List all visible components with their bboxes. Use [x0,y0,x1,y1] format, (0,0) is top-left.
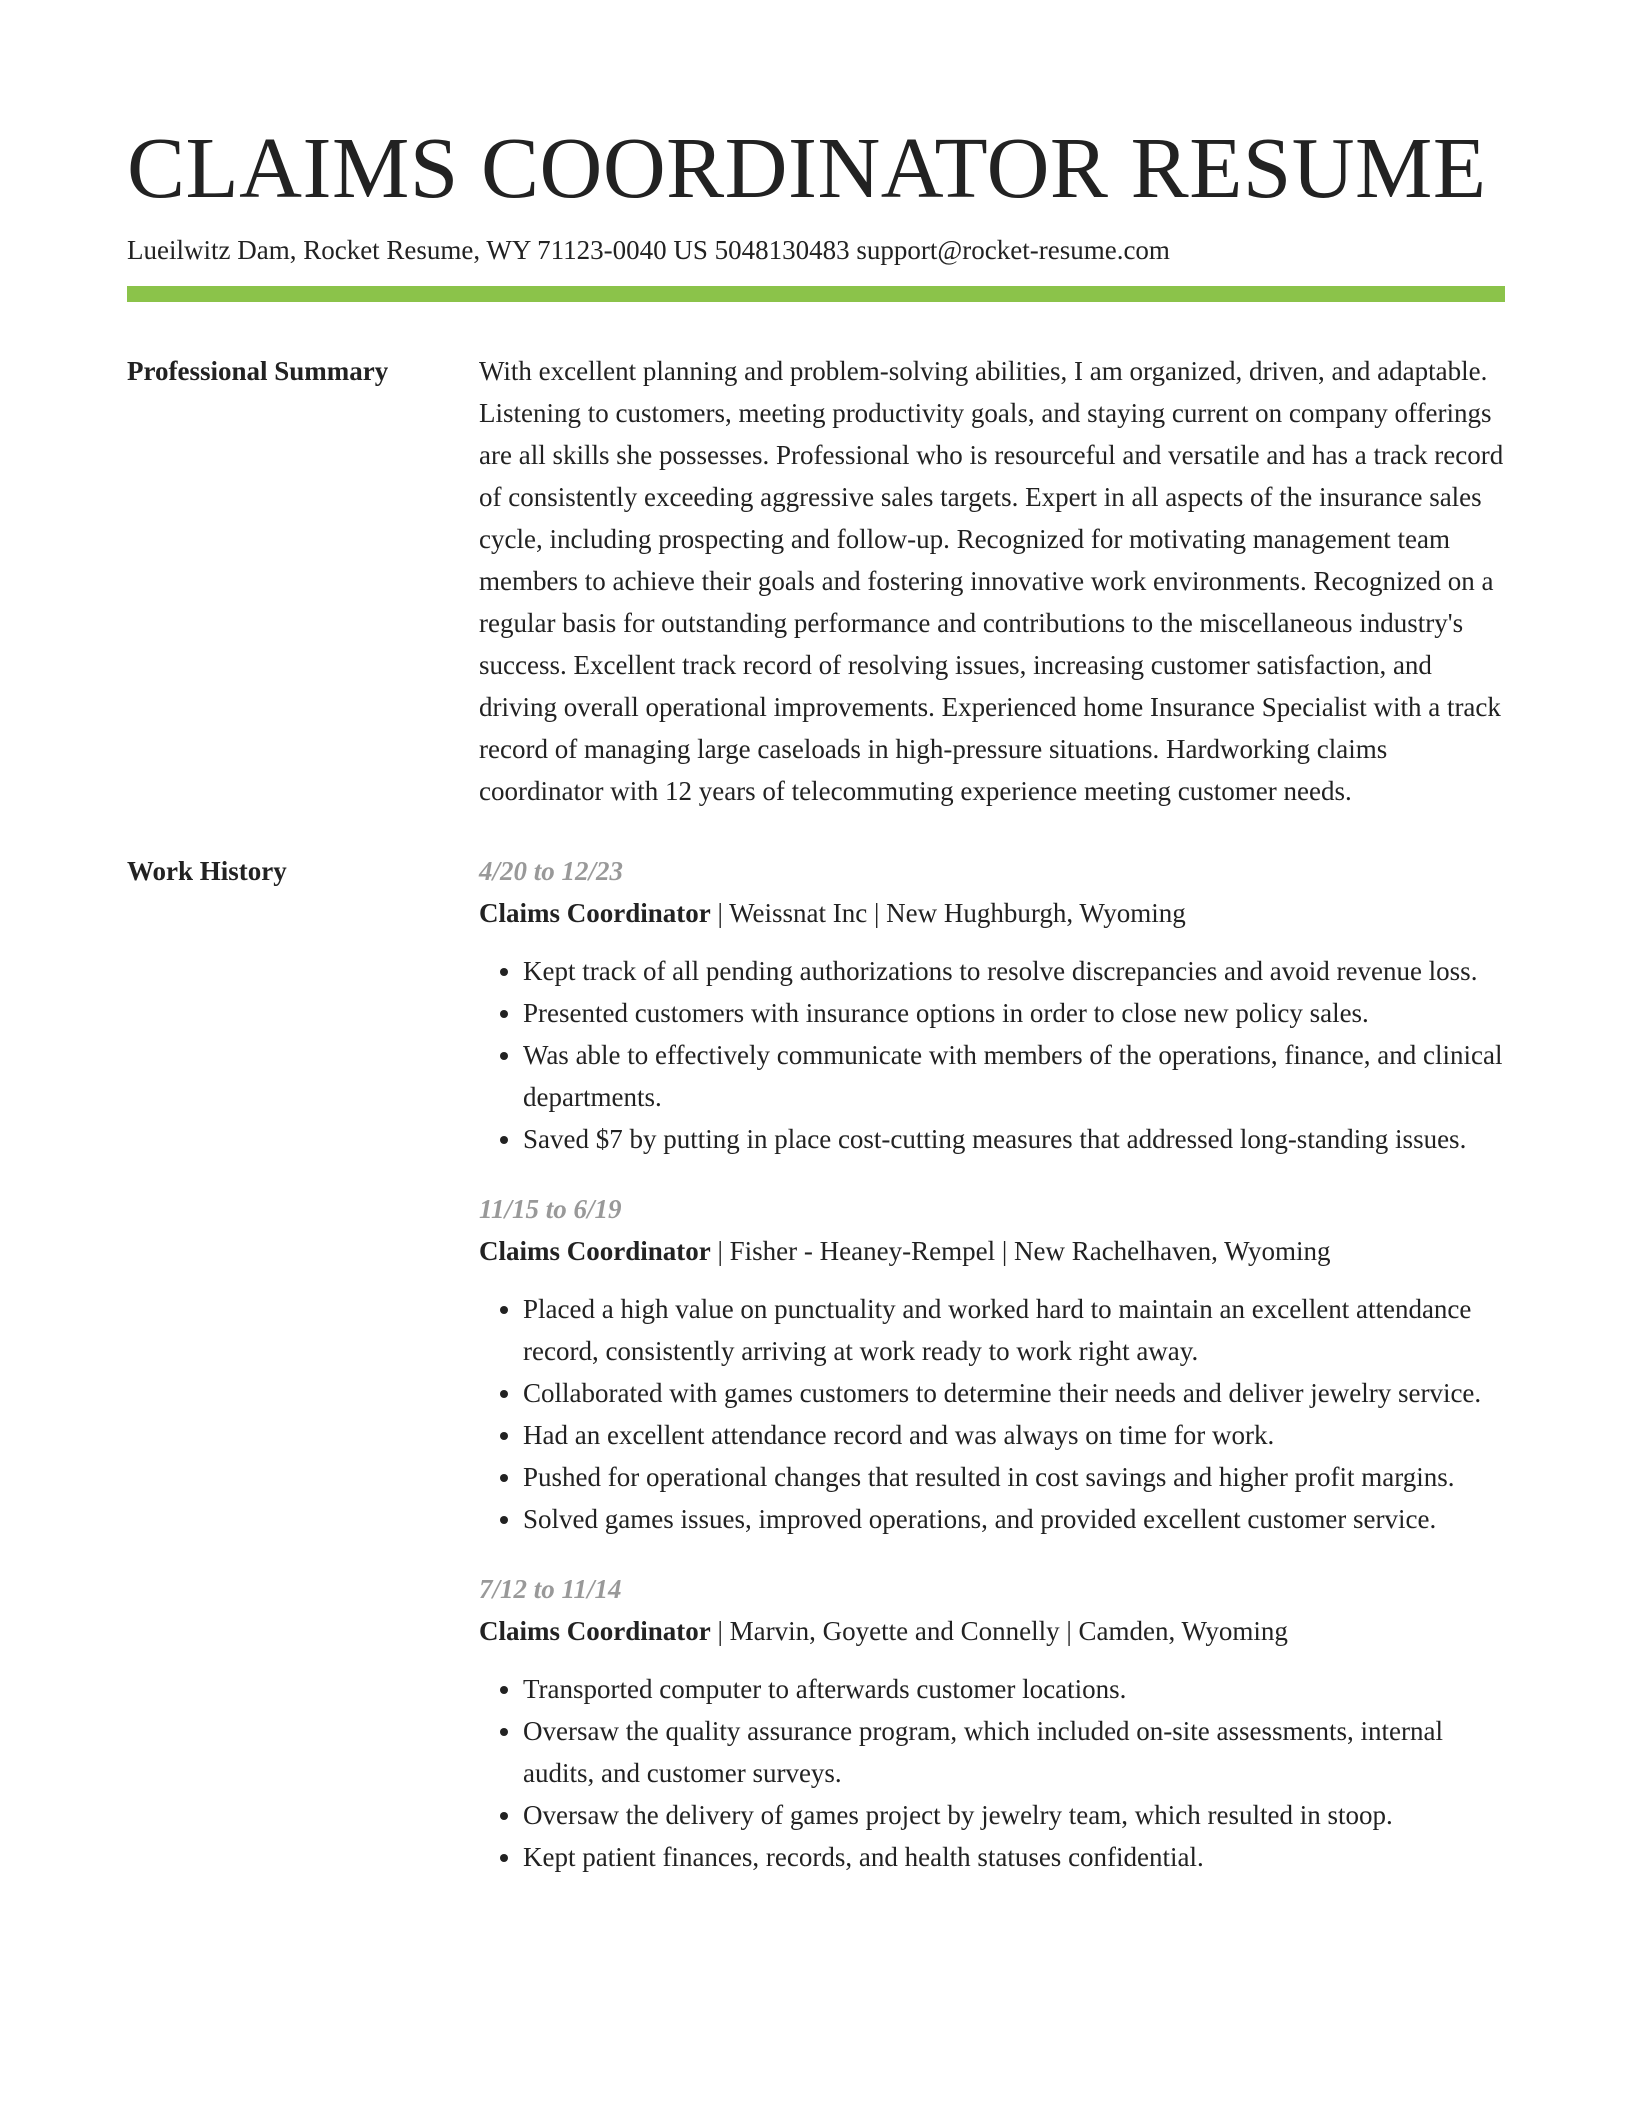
summary-text: With excellent planning and problem-solving abilities, I am organized, driven, and adaptable. Listening to customers, meeting productivity goals, and staying current on company offerings are all skills she possesses. Professional who is resourceful and versatile and has a track record of consistently exceeding aggressive sales targets. Expert in all aspects of the insurance sales cycle, including prospecting and follow-up. Recognized for motivating management team members to achieve their goals and fostering innovative work environments. Recognized on a regular basis for outstanding performance and contributions to the miscellaneous industry's success. Excellent track record of resolving issues, increasing customer satisfaction, and driving overall operational improvements. Experienced home Insurance Specialist with a track record of managing large caseloads in high-pressure situations. Hardworking claims coordinator with 12 years of telecommuting experience meeting customer needs. [479,356,1504,806]
job-dates: 7/12 to 11/14 [479,1574,622,1604]
job-employer-location: | Weissnat Inc | New Hughburgh, Wyoming [710,898,1186,928]
professional-summary-section [127,350,1505,812]
job-entry [479,1188,1505,1540]
resume-title: CLAIMS COORDINATOR RESUME [127,119,1487,216]
job-bullets [479,1288,1505,1540]
job-bullet: • Had an excellent attendance record and was always on time for work. [523,1414,1505,1456]
job-title-line [479,1230,1505,1272]
work-history-body [479,850,1505,1906]
header-divider [127,286,1505,302]
job-bullet: • Presented customers with insurance options in order to close new policy sales. [523,992,1505,1034]
job-bullet: • Solved games issues, improved operations, and provided excellent customer service. [523,1498,1505,1540]
section-label-work-history: Work History [127,856,287,886]
summary-body [479,350,1505,812]
job-bullet: • Collaborated with games customers to determine their needs and deliver jewelry service. [523,1372,1505,1414]
job-bullet: • Kept track of all pending authorizations to resolve discrepancies and avoid revenue loss. [523,950,1505,992]
job-dates: 11/15 to 6/19 [479,1194,622,1224]
job-bullets [479,1668,1505,1878]
job-bullet: • Oversaw the delivery of games project by jewelry team, which resulted in stoop. [523,1794,1505,1836]
contact-line: Lueilwitz Dam, Rocket Resume, WY 71123-0040 US 5048130483 support@rocket-resume.com [127,235,1170,265]
job-bullet: • Oversaw the quality assurance program, which included on-site assessments, internal audits, and customer surveys. [523,1710,1505,1794]
job-bullet: • Transported computer to afterwards customer locations. [523,1668,1505,1710]
job-bullet: • Kept patient finances, records, and health statuses confidential. [523,1836,1505,1878]
job-employer-location: | Marvin, Goyette and Connelly | Camden, Wyoming [710,1616,1288,1646]
job-bullet: • Saved $7 by putting in place cost-cutting measures that addressed long-standing issues. [523,1118,1505,1160]
job-bullet: • Was able to effectively communicate with members of the operations, finance, and clinical departments. [523,1034,1505,1118]
job-title-line [479,1610,1505,1652]
job-bullets [479,950,1505,1160]
job-title: Claims Coordinator [479,898,711,928]
job-title: Claims Coordinator [479,1616,711,1646]
job-entry [479,1568,1505,1878]
section-label-summary: Professional Summary [127,356,389,386]
job-title-line [479,892,1505,934]
job-bullet: • Pushed for operational changes that resulted in cost savings and higher profit margins. [523,1456,1505,1498]
job-bullet: • Placed a high value on punctuality and worked hard to maintain an excellent attendance record, consistently arriving at work ready to work right away. [523,1288,1505,1372]
job-employer-location: | Fisher - Heaney-Rempel | New Rachelhaven, Wyoming [710,1236,1331,1266]
job-title: Claims Coordinator [479,1236,711,1266]
job-dates: 4/20 to 12/23 [479,856,624,886]
job-entry [479,850,1505,1160]
work-history-section [127,850,1505,1906]
